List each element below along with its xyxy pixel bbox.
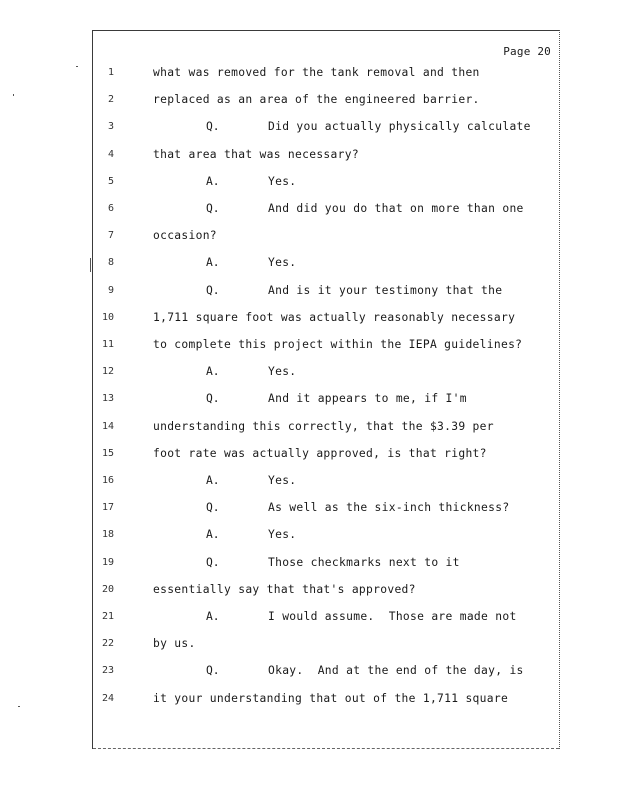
scan-speck: [13, 94, 14, 96]
scan-speck: [18, 706, 20, 707]
line-number: 12: [101, 366, 114, 378]
transcript-line: As well as the six-inch thickness?: [268, 501, 510, 515]
transcript-line: essentially say that that's approved?: [153, 582, 416, 596]
transcript-line: I would assume. Those are made not: [268, 610, 517, 623]
line-number: 3: [107, 121, 114, 133]
speaker-label: Q.: [206, 202, 220, 215]
line-number: 23: [101, 665, 114, 677]
transcript-line: Okay. And at the end of the day, is: [268, 664, 524, 678]
speaker-label: A.: [206, 365, 220, 379]
page-bottom-rule: [93, 748, 559, 749]
speaker-label: Q.: [206, 392, 220, 406]
line-number: 16: [101, 475, 114, 486]
line-number: 17: [101, 502, 114, 514]
line-number: 14: [101, 420, 114, 432]
transcript-line: Yes.: [268, 174, 297, 188]
transcript-line: occasion?: [153, 229, 217, 243]
line-number: 4: [107, 148, 114, 160]
transcript-line: to complete this project within the IEPA guidelines?: [153, 338, 523, 351]
transcript-line: what was removed for the tank removal and then: [153, 66, 480, 79]
line-number: 10: [101, 311, 114, 323]
speaker-label: A.: [206, 528, 220, 542]
line-number: 7: [107, 230, 114, 242]
transcript-line: And it appears to me, if I'm: [268, 392, 467, 406]
page-number: Page 20: [503, 45, 551, 58]
transcript-line: that area that was necessary?: [153, 147, 359, 161]
speaker-label: Q.: [206, 283, 220, 297]
transcript-line: And did you do that on more than one: [268, 202, 524, 215]
line-number: 2: [107, 94, 114, 106]
line-number: 11: [101, 339, 114, 350]
transcript-line: Did you actually physically calculate: [268, 120, 531, 134]
line-number: 20: [101, 583, 114, 595]
transcript-line: understanding this correctly, that the $3.39 per: [153, 419, 494, 433]
line-number: 22: [101, 638, 114, 650]
line-number: 21: [101, 611, 114, 622]
speaker-label: A.: [206, 474, 220, 487]
transcript-line: And is it your testimony that the: [268, 283, 503, 297]
transcript-line: Yes.: [268, 256, 297, 270]
transcript-line: Yes.: [268, 528, 297, 542]
line-number: 1: [107, 67, 114, 78]
line-number: 19: [101, 556, 114, 568]
scan-speck: [76, 66, 78, 67]
transcript-line: Yes.: [268, 365, 297, 379]
transcript-line: it your understanding that out of the 1,711 square: [153, 691, 509, 705]
transcript-line: 1,711 square foot was actually reasonably necessary: [153, 310, 516, 324]
transcript-line: by us.: [153, 637, 196, 651]
speaker-label: Q.: [206, 664, 220, 678]
speaker-label: Q.: [206, 120, 220, 134]
transcript-line: foot rate was actually approved, is that right?: [153, 446, 487, 460]
line-number: 18: [101, 529, 114, 541]
line-number: 6: [107, 203, 114, 214]
speaker-label: A.: [206, 174, 220, 188]
speaker-label: A.: [206, 610, 220, 623]
line-number: 8: [107, 257, 114, 269]
speaker-label: A.: [206, 256, 220, 270]
speaker-label: Q.: [206, 501, 220, 515]
speaker-label: Q.: [206, 555, 220, 569]
line-number: 13: [101, 393, 114, 405]
transcript-line: Those checkmarks next to it: [268, 555, 460, 569]
line-number: 15: [101, 447, 114, 459]
transcript-line: replaced as an area of the engineered barrier.: [153, 93, 480, 107]
scan-speck: [90, 258, 91, 272]
line-number: 9: [107, 284, 114, 296]
line-number: 5: [107, 175, 114, 187]
transcript-line: Yes.: [268, 474, 297, 487]
line-number: 24: [101, 692, 114, 704]
